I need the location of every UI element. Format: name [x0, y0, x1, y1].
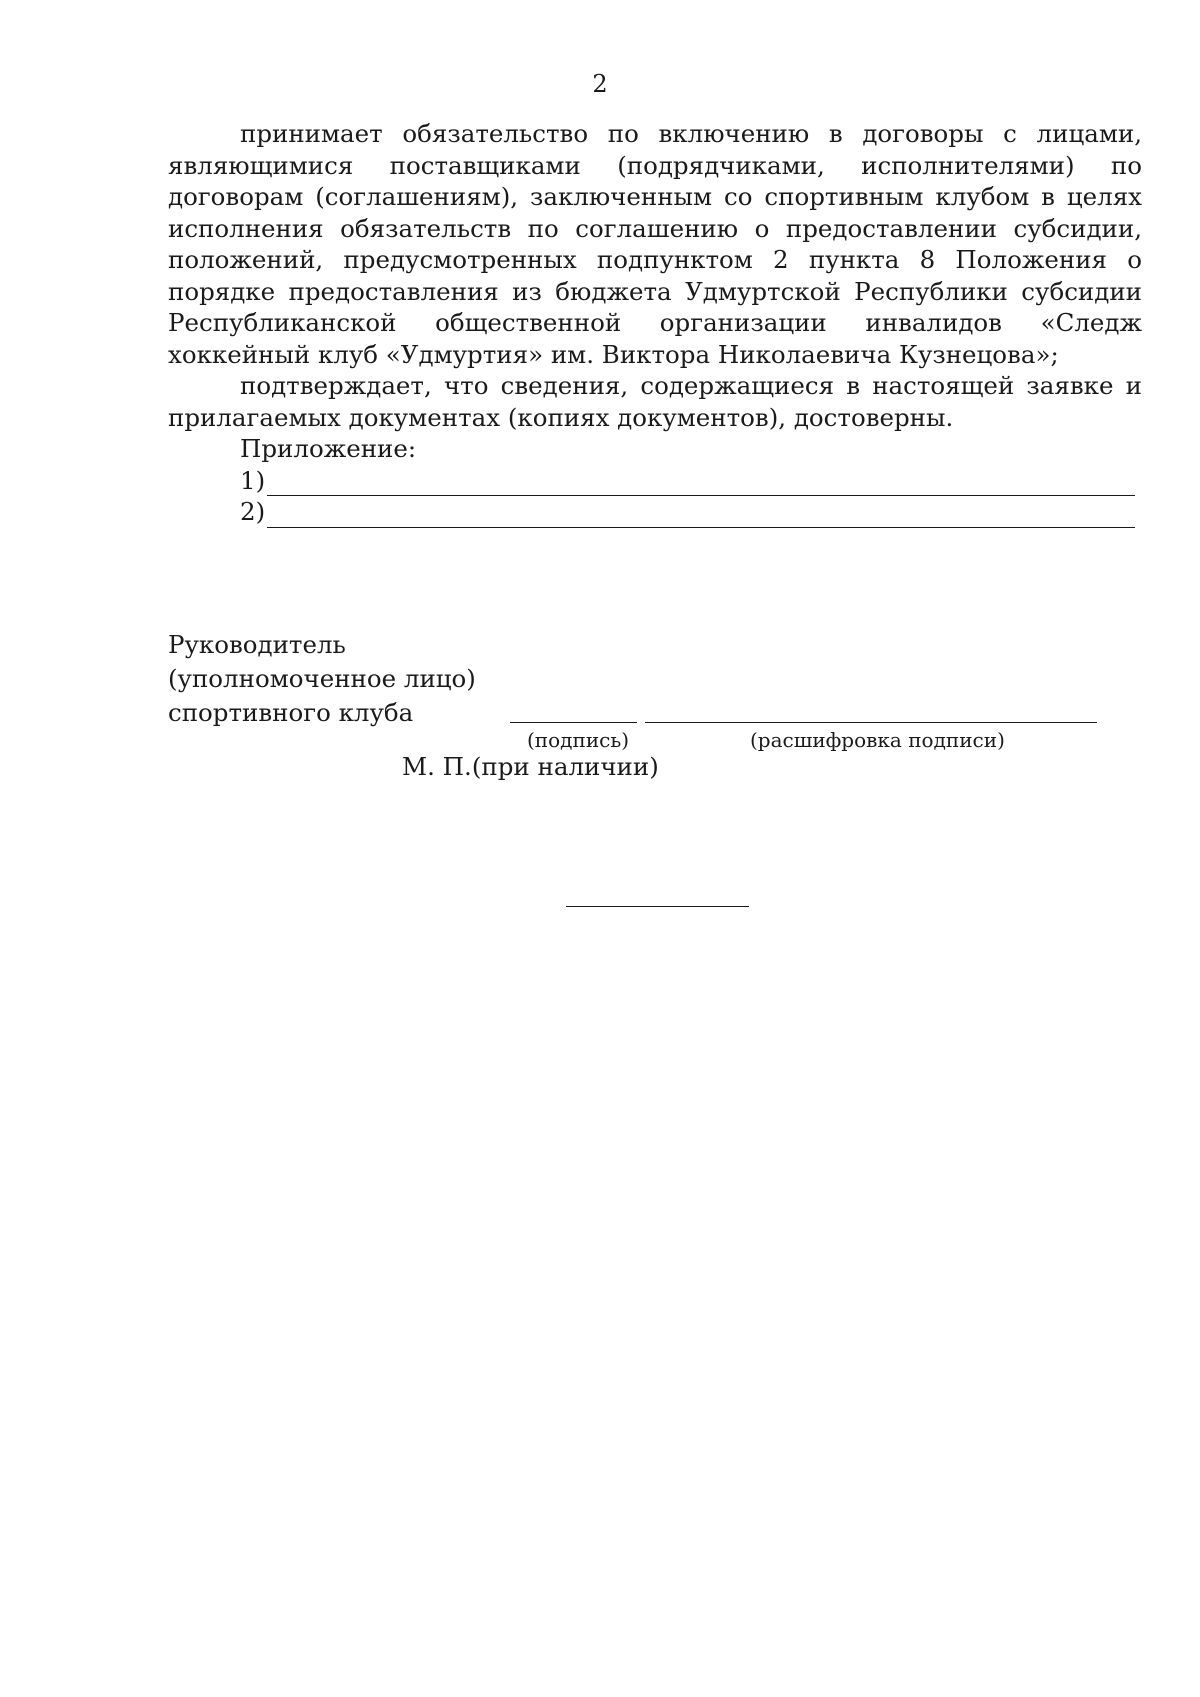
document-body	[168, 118, 1142, 528]
signature-caption: (подпись)	[527, 728, 630, 752]
appendix-blank-line	[267, 504, 1135, 528]
seal-note: М. П.(при наличии)	[402, 752, 659, 781]
signer-title	[168, 628, 476, 730]
end-of-document-line	[566, 906, 749, 907]
appendix-item-1	[168, 465, 1135, 497]
appendix-title: Приложение:	[240, 434, 417, 463]
appendix-blank-line	[267, 472, 1135, 496]
paragraph-confirmation: подтверждает, что сведения, содержащиеся в настоящей заявке и прилагаемых документах (копиях документов), достоверны.	[168, 371, 1142, 432]
decoding-caption: (расшифровка подписи)	[750, 728, 1005, 752]
appendix-item-number: 1)	[240, 465, 266, 495]
signer-line: (уполномоченное лицо)	[168, 664, 476, 693]
appendix-item-number: 2)	[240, 497, 266, 526]
signature-line	[510, 722, 637, 723]
paragraph-obligation: принимает обязательство по включению в договоры с лицами, являющимися поставщиками (подрядчиками, исполнителями) по договорам (соглашениям), заключенным со спортивным клубом в целях исполнения обязательств по соглашению о предоставлении субсидии, положений, предусмотренных подпунктом 2 пункта 8 Положения о порядке предоставления из бюджета Удмуртской Республики субсидии Республиканской общественной организации инвалидов «Следж хоккейный клуб «Удмуртия» им. Виктора Николаевича Кузнецова»;	[168, 119, 1142, 369]
signer-line: спортивного клуба	[168, 698, 414, 727]
signer-line: Руководитель	[168, 630, 346, 659]
page-number: 2	[592, 70, 608, 98]
signature-decoding-line	[645, 722, 1097, 723]
appendix-item-2	[168, 496, 1135, 528]
